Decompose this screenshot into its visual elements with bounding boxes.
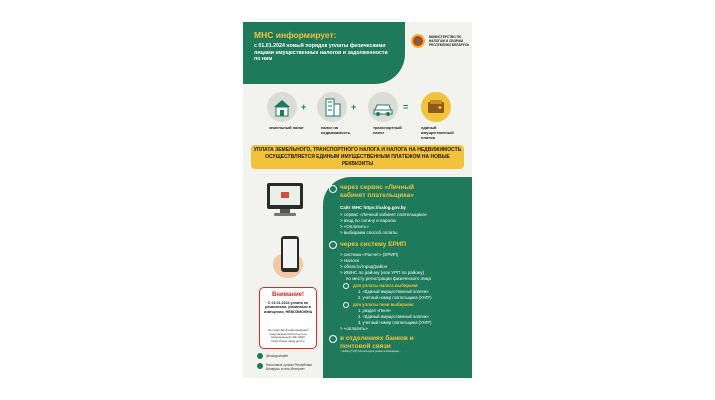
wallet-icon xyxy=(421,92,451,122)
building-icon xyxy=(317,92,347,122)
poster-title: МНС информирует: xyxy=(254,30,337,40)
cabinet-step: > вход по логину и паролю xyxy=(340,218,396,223)
footnote: * Номер (УНП) плательщика указан в извещении... xyxy=(340,350,402,353)
tax-label-single: единый имущественный платеж xyxy=(421,125,454,140)
tax-header: для уплаты налога выбираем: xyxy=(353,283,419,288)
plus-sign: + xyxy=(351,102,357,112)
fine-header: для уплаты пени выбираем: xyxy=(353,302,415,307)
cabinet-step: > сервис «Личный кабинет плательщика» xyxy=(340,212,428,217)
erip-final: > «оплатить» xyxy=(340,326,368,331)
notice-banner xyxy=(251,145,464,169)
banner-line-1: УПЛАТА ЗЕМЕЛЬНОГО, ТРАНСПОРТНОГО НАЛОГА И НАЛОГА НА НЕДВИЖИМОСТЬ xyxy=(253,146,462,153)
monitor-base xyxy=(274,213,296,216)
banner-line-2: ОСУЩЕСТВЛЯЕТСЯ ЕДИНЫМ ИМУЩЕСТВЕННЫМ ПЛАТЕЖОМ НА НОВЫЕ РЕКВИЗИТЫ xyxy=(265,153,450,167)
computer-icon xyxy=(267,183,303,209)
web-icon xyxy=(257,363,263,369)
erip-step: > область/город/район xyxy=(340,264,388,269)
house-icon xyxy=(267,92,297,122)
erip-step: > Налоги xyxy=(340,258,359,263)
cabinet-step: > выбираем способ оплаты xyxy=(340,230,398,235)
tax-label-transport: транспортный налог xyxy=(373,125,402,135)
tax-label-realty: налог на недвижимость xyxy=(321,125,351,135)
payment-methods-panel xyxy=(323,177,472,378)
tax-types-row xyxy=(243,92,472,152)
header-band xyxy=(243,22,405,84)
fine-item: 1. раздел «Пеня» xyxy=(358,308,392,313)
footer-site[interactable]: Налоговые органы Республики Беларусь в сети Интернет xyxy=(266,363,312,371)
equals-sign: = xyxy=(403,102,409,112)
warning-title: Внимание! xyxy=(272,292,304,298)
warning-body: С 01.01.2024 уплата по реквизитам, указанным в извещении, НЕВОЗМОЖНА xyxy=(263,301,313,314)
state-emblem-icon xyxy=(411,34,425,48)
plus-sign: + xyxy=(301,102,307,112)
car-icon xyxy=(368,92,398,122)
poster-subtitle: с 01.01.2024 новый порядок уплаты физическими лицами имущественных налогов и задолженности по ним xyxy=(254,43,388,63)
cabinet-step: > «Оплатить» xyxy=(340,224,369,229)
erip-step: по месту регистрации физического лица xyxy=(346,276,431,281)
social-icon xyxy=(257,353,263,359)
tax-item: 1. «Единый имущественный платеж» xyxy=(358,289,429,294)
fine-item: 2. «Единый имущественный платеж» xyxy=(358,314,429,319)
ministry-name: МИНИСТЕРСТВО ПО НАЛОГАМ И СБОРАМ РЕСПУБЛИКИ БЕЛАРУСЬ xyxy=(429,35,470,47)
footer-handle[interactable]: @nalogovkabel xyxy=(266,354,289,358)
warning-small: За подробной информацией предлагаем обратиться на официальный сайт МНС https://www.nalog.gov.by xyxy=(268,328,308,344)
check-icon xyxy=(343,283,349,289)
check-icon xyxy=(329,335,337,343)
site-link[interactable]: Сайт МНС https://nalog.gov.by xyxy=(340,205,406,210)
warning-box xyxy=(259,287,317,349)
section-banks-title: в отделениях банков и почтовой связи xyxy=(340,335,414,350)
section-erip-title: через систему ЕРИП xyxy=(340,241,407,248)
erip-step: > система «Расчет» (ЕРИП) xyxy=(340,252,399,257)
fine-item: 3. учетный номер плательщика (УНП*) xyxy=(358,320,432,325)
check-icon xyxy=(329,185,337,193)
smartphone-icon xyxy=(281,236,299,272)
check-icon xyxy=(343,302,349,308)
tax-label-land: земельный налог xyxy=(269,125,304,130)
erip-step: > ИМНС по району (или УРП по району) xyxy=(340,270,424,275)
section-cabinet-title: через сервис «Личный кабинет плательщика» xyxy=(340,184,415,199)
check-icon xyxy=(329,241,337,249)
tax-poster xyxy=(243,22,472,378)
tax-item: 2. учетный номер плательщика (УНП*) xyxy=(358,295,432,300)
